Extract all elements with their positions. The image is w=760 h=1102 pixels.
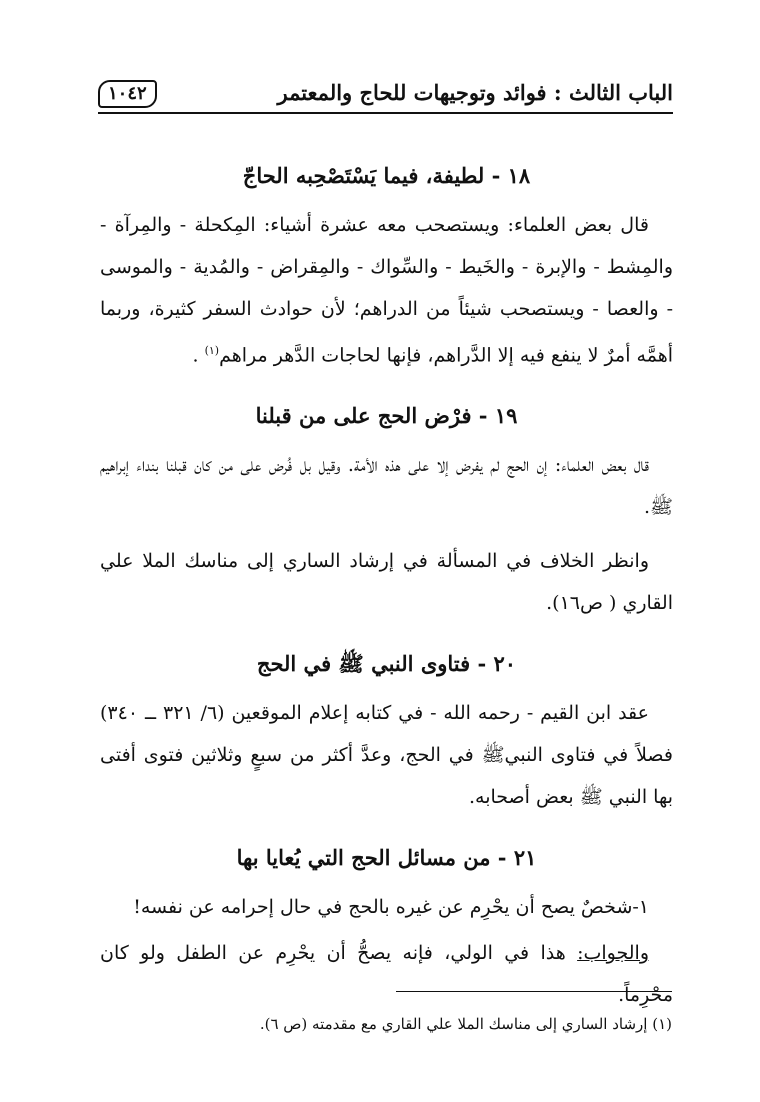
answer-label: والجواب: (577, 942, 649, 965)
section-heading-21: ٢١ - من مسائل الحج التي يُعايا بها (236, 845, 537, 871)
section-21-question-1: ١-شخصٌ يصح أن يحْرِم عن غيره بالحج في حال إحرامه عن نفسه! (133, 896, 649, 919)
footnote: (١) إرشاد الساري إلى مناسك الملا علي القاري مع مقدمته (ص ٦). (259, 1015, 672, 1033)
footnote-rule (396, 991, 672, 992)
header-rule (98, 112, 673, 114)
section-18-end: . (192, 344, 205, 367)
section-18-text: قال بعض العلماء: ويستصحب معه عشرة أشياء: المِكحلة - والمِرآة - والمِشط - والإبرة - والخَيط - والسِّواك - والمِقراض - والمُدية - والموسى - والعصا - ويستصحب شيئاً من الدراهم؛ لأن حوادث السفر كثيرة، وربما أهمَّه أمرٌ لا ينفع فيه إلا الدَّراهم، فإنها لحاجات الدَّهر مراهم (100, 214, 673, 367)
answer-text: هذا في الولي، فإنه يصحُّ أن يحْرِم عن الطفل ولو كان محْرِماً. (100, 942, 673, 1007)
section-18-paragraph (100, 204, 673, 376)
section-heading-19: ١٩ - فرْض الحج على من قبلنا (255, 403, 518, 429)
section-19-paragraph-1: قال بعض العلماء: إن الحج لم يفرض إلا على هذه الأمة. وقيل بل فُرض على من كان قبلنا بنداء إبراهيم ﷺ. (100, 454, 673, 519)
section-heading-20: ٢٠ - فتاوى النبي ﷺ في الحج (256, 651, 517, 677)
footnote-marker: (١) (204, 344, 220, 357)
page-body (100, 148, 673, 1028)
section-21-answer (100, 932, 673, 1016)
running-head: الباب الثالث : فوائد وتوجيهات للحاج والمعتمر (277, 80, 673, 105)
section-20-paragraph: عقد ابن القيم - رحمه الله - في كتابه إعلام الموقعين (٦/ ٣٢١ ــ ٣٤٠) فصلاً في فتاوى النبيﷺ في الحج، وعدَّ أكثر من سبعٍ وثلاثين فتوى أفتى بها النبي ﷺ بعض أصحابه. (100, 702, 673, 809)
section-heading-18: ١٨ - لطيفة، فيما يَسْتَصْحِبه الحاجّ (242, 163, 531, 188)
section-19-paragraph-2: وانظر الخلاف في المسألة في إرشاد الساري إلى مناسك الملا علي القاري ( ص١٦). (100, 550, 673, 615)
page-header (98, 74, 673, 114)
page-number: ١٠٤٢ (98, 80, 157, 108)
